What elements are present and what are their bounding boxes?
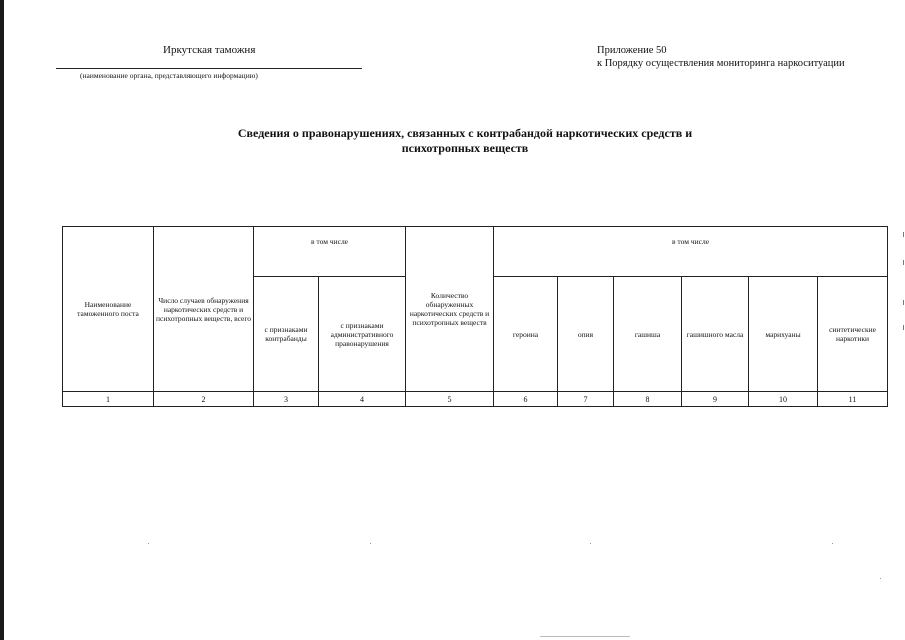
column-number: 8 bbox=[614, 392, 682, 407]
appendix-note bbox=[597, 44, 845, 70]
header-hashish-oil: гашишного масла bbox=[682, 277, 749, 392]
scan-speck bbox=[880, 578, 881, 579]
header-heroin: героина bbox=[494, 277, 558, 392]
appendix-number: Приложение 50 bbox=[597, 45, 667, 56]
column-number: 2 bbox=[154, 392, 254, 407]
scan-speck bbox=[148, 543, 149, 544]
header-group-substances: в том числе bbox=[494, 227, 888, 277]
column-number: 6 bbox=[494, 392, 558, 407]
header-post-name: Наименование таможенного поста bbox=[63, 227, 154, 392]
column-number: 3 bbox=[254, 392, 319, 407]
header-smuggling: с признаками контрабанды bbox=[254, 277, 319, 392]
column-number-row bbox=[63, 392, 888, 407]
title-line-1: Сведения о правонарушениях, связанных с контрабандой наркотических средств и bbox=[237, 126, 693, 140]
scan-speck bbox=[590, 543, 591, 544]
header-quantity: Количество обнаруженных наркотических средств и психотропных веществ bbox=[406, 227, 494, 392]
margin-mark bbox=[903, 232, 904, 237]
appendix-reference: к Порядку осуществления мониторинга наркоситуации bbox=[597, 58, 845, 69]
margin-mark bbox=[903, 325, 904, 330]
column-number: 5 bbox=[406, 392, 494, 407]
column-number: 1 bbox=[63, 392, 154, 407]
column-number: 10 bbox=[749, 392, 818, 407]
column-number: 9 bbox=[682, 392, 749, 407]
table-header-row bbox=[63, 227, 888, 277]
column-number: 11 bbox=[818, 392, 888, 407]
margin-mark bbox=[903, 260, 904, 265]
document-title bbox=[170, 126, 760, 156]
header-opium: опия bbox=[558, 277, 614, 392]
header-synthetic: синтетические наркотики bbox=[818, 277, 888, 392]
organization-underline bbox=[56, 68, 362, 69]
scan-speck bbox=[370, 543, 371, 544]
column-number: 4 bbox=[319, 392, 406, 407]
header-group-cases: в том числе bbox=[254, 227, 406, 277]
margin-mark bbox=[903, 300, 904, 305]
header-hashish: гашиша bbox=[614, 277, 682, 392]
organization-name: Иркутская таможня bbox=[163, 44, 256, 56]
scan-border bbox=[0, 0, 4, 640]
title-line-2: психотропных веществ bbox=[401, 141, 529, 155]
organization-caption: (наименование органа, представляющего информацию) bbox=[80, 71, 258, 80]
scan-speck bbox=[832, 543, 833, 544]
header-total-cases: Число случаев обнаружения наркотических средств и психотропных веществ, всего bbox=[154, 227, 254, 392]
header-administrative: с признаками административного правонарушения bbox=[319, 277, 406, 392]
header-marijuana: марихуаны bbox=[749, 277, 818, 392]
column-number: 7 bbox=[558, 392, 614, 407]
scan-speck bbox=[540, 636, 630, 637]
report-table bbox=[62, 226, 888, 407]
